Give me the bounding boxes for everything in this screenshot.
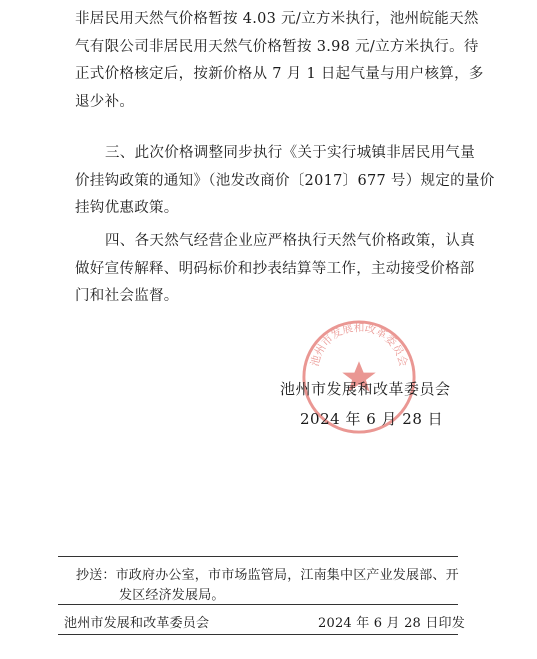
text-line: 做好宣传解释、明码标价和抄表结算等工作，主动接受价格部 bbox=[75, 260, 475, 277]
text-line: 气有限公司非居民用天然气价格暂按 3.98 元/立方米执行。待 bbox=[75, 38, 479, 55]
paragraph-three bbox=[75, 140, 495, 223]
footer-rule-top bbox=[58, 556, 458, 557]
issue-date: 2024 年 6 月 28 日印发 bbox=[318, 616, 465, 631]
text-line: 三、此次价格调整同步执行《关于实行城镇非居民用气量 bbox=[105, 145, 475, 161]
text-line: 退少补。 bbox=[75, 93, 135, 110]
text-line: 正式价格核定后，按新价格从 7 月 1 日起气量与用户核算，多 bbox=[75, 66, 484, 82]
footer-rule-bottom bbox=[58, 634, 458, 635]
signature-date: 2024 年 6 月 28 日 bbox=[300, 410, 444, 428]
footer-rule-middle bbox=[58, 604, 458, 605]
cc-list-line: 抄送：市政府办公室，市市场监管局，江南集中区产业发展部、开 bbox=[76, 568, 459, 583]
issuer-name: 池州市发展和改革委员会 bbox=[64, 616, 210, 631]
text-line: 门和社会监督。 bbox=[75, 288, 179, 304]
text-line: 价挂钩政策的通知》（池发改商价〔2017〕677 号）规定的量价 bbox=[75, 172, 495, 189]
cc-list-line: 发区经济发展局。 bbox=[119, 588, 225, 603]
paragraph-price bbox=[75, 6, 484, 116]
signature-org: 池州市发展和改革委员会 bbox=[280, 380, 451, 398]
paragraph-four bbox=[75, 228, 475, 311]
svg-text:池州市发展和改革委员会 bbox=[307, 320, 411, 368]
seal-text: 池州市发展和改革委员会 bbox=[308, 320, 410, 368]
text-line: 四、各天然气经营企业应严格执行天然气价格政策，认真 bbox=[105, 233, 475, 249]
text-line: 挂钩优惠政策。 bbox=[75, 200, 179, 216]
text-line: 非居民用天然气价格暂按 4.03 元/立方米执行，池州皖能天然 bbox=[75, 11, 479, 27]
